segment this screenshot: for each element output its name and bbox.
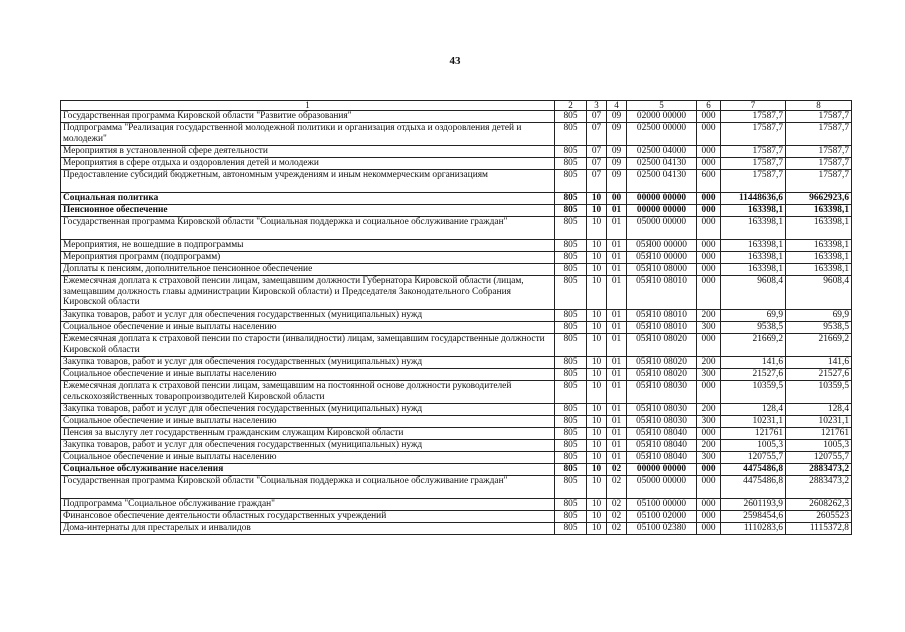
subsection-code-cell: 01 [607,264,627,276]
ministry-code-cell: 805 [555,416,587,428]
column-header: 6 [697,101,721,111]
amount-year1-cell: 163398,1 [721,240,786,252]
expense-type-cell: 200 [697,440,721,452]
table-row [61,464,852,476]
row-name-cell: Социальное обеспечение и иные выплаты населению [61,416,555,428]
table-row [61,369,852,381]
expense-type-cell: 300 [697,369,721,381]
row-name-cell: Мероприятия в сфере отдыха и оздоровления детей и молодежи [61,158,555,170]
row-name-cell: Социальное обеспечение и иные выплаты населению [61,452,555,464]
section-code-cell: 10 [587,476,607,499]
expense-type-cell: 000 [697,476,721,499]
table-row [61,428,852,440]
target-article-cell: 05Я10 08020 [627,369,697,381]
expense-type-cell: 000 [697,193,721,205]
table-row [61,205,852,217]
row-name-cell: Закупка товаров, работ и услуг для обеспечения государственных (муниципальных) нужд [61,440,555,452]
subsection-code-cell: 00 [607,193,627,205]
amount-year1-cell: 128,4 [721,404,786,416]
expense-type-cell: 000 [697,252,721,264]
row-name-cell: Ежемесячная доплата к страховой пенсии лицам, замещавшим должности Губернатора Кировской области (лицам, замещавшим должность главы администрации Кировской области) и Председателя Законодательного Собрания Кировской области [61,276,555,310]
expense-type-cell: 000 [697,123,721,146]
expense-type-cell: 300 [697,322,721,334]
ministry-code-cell: 805 [555,146,587,158]
section-code-cell: 07 [587,158,607,170]
expense-type-cell: 000 [697,381,721,404]
table-row [61,217,852,240]
expense-type-cell: 600 [697,170,721,193]
table-row [61,240,852,252]
amount-year2-cell: 2883473,2 [786,476,852,499]
target-article-cell: 05Я10 08010 [627,322,697,334]
table-row [61,252,852,264]
amount-year2-cell: 69,9 [786,310,852,322]
amount-year2-cell: 2883473,2 [786,464,852,476]
section-code-cell: 10 [587,357,607,369]
row-name-cell: Пенсионное обеспечение [61,205,555,217]
amount-year2-cell: 121761 [786,428,852,440]
row-name-cell: Закупка товаров, работ и услуг для обеспечения государственных (муниципальных) нужд [61,310,555,322]
amount-year1-cell: 17587,7 [721,170,786,193]
section-code-cell: 10 [587,464,607,476]
amount-year1-cell: 121761 [721,428,786,440]
subsection-code-cell: 01 [607,310,627,322]
amount-year2-cell: 163398,1 [786,240,852,252]
section-code-cell: 10 [587,428,607,440]
row-name-cell: Социальная политика [61,193,555,205]
ministry-code-cell: 805 [555,369,587,381]
ministry-code-cell: 805 [555,476,587,499]
target-article-cell: 02000 00000 [627,111,697,123]
amount-year1-cell: 10231,1 [721,416,786,428]
ministry-code-cell: 805 [555,310,587,322]
amount-year1-cell: 163398,1 [721,252,786,264]
amount-year1-cell: 21669,2 [721,334,786,357]
target-article-cell: 05100 02000 [627,511,697,523]
target-article-cell: 05Я10 08030 [627,381,697,404]
ministry-code-cell: 805 [555,252,587,264]
row-name-cell: Мероприятия в установленной сфере деятельности [61,146,555,158]
amount-year1-cell: 1110283,6 [721,523,786,535]
row-name-cell: Ежемесячная доплата к страховой пенсии лицам, замещавшим на постоянной основе должности руководителей сельскохозяйственных товаропроизводителей Кировской области [61,381,555,404]
subsection-code-cell: 01 [607,205,627,217]
amount-year1-cell: 21527,6 [721,369,786,381]
amount-year1-cell: 141,6 [721,357,786,369]
table-row [61,170,852,193]
amount-year1-cell: 120755,7 [721,452,786,464]
subsection-code-cell: 01 [607,276,627,310]
target-article-cell: 00000 00000 [627,464,697,476]
expense-type-cell: 000 [697,276,721,310]
subsection-code-cell: 01 [607,357,627,369]
subsection-code-cell: 01 [607,217,627,240]
target-article-cell: 05100 02380 [627,523,697,535]
amount-year2-cell: 163398,1 [786,205,852,217]
subsection-code-cell: 01 [607,440,627,452]
expense-type-cell: 000 [697,217,721,240]
amount-year1-cell: 10359,5 [721,381,786,404]
row-name-cell: Социальное обеспечение и иные выплаты населению [61,322,555,334]
target-article-cell: 00000 00000 [627,193,697,205]
subsection-code-cell: 09 [607,123,627,146]
table-row [61,276,852,310]
amount-year2-cell: 128,4 [786,404,852,416]
amount-year2-cell: 2608262,3 [786,499,852,511]
target-article-cell: 05Я10 08030 [627,416,697,428]
target-article-cell: 05000 00000 [627,476,697,499]
amount-year2-cell: 10359,5 [786,381,852,404]
section-code-cell: 07 [587,123,607,146]
row-name-cell: Государственная программа Кировской области "Социальная поддержка и социальное обслуживание граждан" [61,476,555,499]
table-row [61,381,852,404]
ministry-code-cell: 805 [555,404,587,416]
expense-type-cell: 000 [697,523,721,535]
subsection-code-cell: 01 [607,452,627,464]
column-header: 4 [607,101,627,111]
subsection-code-cell: 09 [607,170,627,193]
amount-year1-cell: 163398,1 [721,264,786,276]
ministry-code-cell: 805 [555,276,587,310]
amount-year2-cell: 17587,7 [786,158,852,170]
target-article-cell: 05Я10 08020 [627,357,697,369]
target-article-cell: 02500 04130 [627,158,697,170]
table-row [61,416,852,428]
ministry-code-cell: 805 [555,381,587,404]
subsection-code-cell: 01 [607,252,627,264]
amount-year1-cell: 17587,7 [721,123,786,146]
amount-year1-cell: 2601193,9 [721,499,786,511]
section-code-cell: 10 [587,369,607,381]
expense-type-cell: 300 [697,416,721,428]
row-name-cell: Подпрограмма "Социальное обслуживание граждан" [61,499,555,511]
amount-year1-cell: 17587,7 [721,111,786,123]
subsection-code-cell: 01 [607,404,627,416]
section-code-cell: 10 [587,240,607,252]
column-header: 5 [627,101,697,111]
expense-type-cell: 300 [697,452,721,464]
target-article-cell: 02500 04130 [627,170,697,193]
amount-year2-cell: 1005,3 [786,440,852,452]
section-code-cell: 10 [587,252,607,264]
table-row [61,264,852,276]
section-code-cell: 10 [587,217,607,240]
amount-year1-cell: 4475486,8 [721,476,786,499]
amount-year2-cell: 17587,7 [786,170,852,193]
page-number: 43 [449,55,461,67]
section-code-cell: 10 [587,452,607,464]
target-article-cell: 05Я10 08000 [627,264,697,276]
amount-year2-cell: 120755,7 [786,452,852,464]
ministry-code-cell: 805 [555,193,587,205]
row-name-cell: Предоставление субсидий бюджетным, автономным учреждениям и иным некоммерческим организациям [61,170,555,193]
amount-year2-cell: 141,6 [786,357,852,369]
target-article-cell: 05Я10 00000 [627,252,697,264]
column-header: 8 [786,101,852,111]
target-article-cell: 05Я10 08010 [627,310,697,322]
column-header: 1 [61,101,555,111]
table-row [61,310,852,322]
section-code-cell: 10 [587,193,607,205]
amount-year2-cell: 2605523 [786,511,852,523]
section-code-cell: 10 [587,322,607,334]
section-code-cell: 10 [587,499,607,511]
row-name-cell: Финансовое обеспечение деятельности областных государственных учреждений [61,511,555,523]
section-code-cell: 10 [587,334,607,357]
expense-type-cell: 200 [697,310,721,322]
expense-type-cell: 000 [697,428,721,440]
expense-type-cell: 200 [697,357,721,369]
table-body [61,101,852,535]
subsection-code-cell: 01 [607,381,627,404]
subsection-code-cell: 01 [607,428,627,440]
amount-year2-cell: 1115372,8 [786,523,852,535]
target-article-cell: 05100 00000 [627,499,697,511]
expense-type-cell: 000 [697,464,721,476]
subsection-code-cell: 01 [607,416,627,428]
section-code-cell: 10 [587,381,607,404]
ministry-code-cell: 805 [555,123,587,146]
budget-table [60,100,852,535]
section-code-cell: 10 [587,276,607,310]
target-article-cell: 05000 00000 [627,217,697,240]
row-name-cell: Закупка товаров, работ и услуг для обеспечения государственных (муниципальных) нужд [61,404,555,416]
subsection-code-cell: 02 [607,511,627,523]
table-row [61,452,852,464]
ministry-code-cell: 805 [555,428,587,440]
ministry-code-cell: 805 [555,440,587,452]
subsection-code-cell: 02 [607,523,627,535]
ministry-code-cell: 805 [555,217,587,240]
subsection-code-cell: 01 [607,334,627,357]
table-row [61,193,852,205]
section-code-cell: 10 [587,440,607,452]
ministry-code-cell: 805 [555,464,587,476]
row-name-cell: Государственная программа Кировской области "Социальная поддержка и социальное обслуживание граждан" [61,217,555,240]
table-row [61,111,852,123]
subsection-code-cell: 01 [607,322,627,334]
amount-year1-cell: 163398,1 [721,217,786,240]
row-name-cell: Закупка товаров, работ и услуг для обеспечения государственных (муниципальных) нужд [61,357,555,369]
section-code-cell: 10 [587,205,607,217]
subsection-code-cell: 01 [607,240,627,252]
section-code-cell: 10 [587,310,607,322]
expense-type-cell: 000 [697,146,721,158]
ministry-code-cell: 805 [555,322,587,334]
column-header: 3 [587,101,607,111]
table-row [61,123,852,146]
amount-year2-cell: 21527,6 [786,369,852,381]
subsection-code-cell: 09 [607,146,627,158]
expense-type-cell: 000 [697,499,721,511]
table-row [61,158,852,170]
ministry-code-cell: 805 [555,499,587,511]
subsection-code-cell: 09 [607,111,627,123]
amount-year2-cell: 9662923,6 [786,193,852,205]
subsection-code-cell: 02 [607,499,627,511]
row-name-cell: Дома-интернаты для престарелых и инвалидов [61,523,555,535]
ministry-code-cell: 805 [555,158,587,170]
table-row [61,476,852,499]
subsection-code-cell: 01 [607,369,627,381]
amount-year1-cell: 17587,7 [721,158,786,170]
table-row [61,334,852,357]
target-article-cell: 00000 00000 [627,205,697,217]
amount-year1-cell: 1005,3 [721,440,786,452]
expense-type-cell: 000 [697,511,721,523]
row-name-cell: Мероприятия, не вошедшие в подпрограммы [61,240,555,252]
ministry-code-cell: 805 [555,111,587,123]
table-row [61,440,852,452]
column-header: 2 [555,101,587,111]
header-row [61,101,852,111]
expense-type-cell: 200 [697,404,721,416]
column-header: 7 [721,101,786,111]
amount-year1-cell: 163398,1 [721,205,786,217]
ministry-code-cell: 805 [555,511,587,523]
ministry-code-cell: 805 [555,452,587,464]
amount-year1-cell: 2598454,6 [721,511,786,523]
table-row [61,523,852,535]
section-code-cell: 07 [587,170,607,193]
amount-year2-cell: 163398,1 [786,252,852,264]
amount-year1-cell: 9538,5 [721,322,786,334]
row-name-cell: Пенсия за выслугу лет государственным гражданским служащим Кировской области [61,428,555,440]
amount-year2-cell: 17587,7 [786,111,852,123]
amount-year2-cell: 17587,7 [786,146,852,158]
table-row [61,499,852,511]
ministry-code-cell: 805 [555,170,587,193]
ministry-code-cell: 805 [555,357,587,369]
expense-type-cell: 000 [697,205,721,217]
table-row [61,357,852,369]
target-article-cell: 05Я10 08010 [627,276,697,310]
target-article-cell: 05Я10 08040 [627,452,697,464]
row-name-cell: Мероприятия программ (подпрограмм) [61,252,555,264]
section-code-cell: 10 [587,404,607,416]
row-name-cell: Доплаты к пенсиям, дополнительное пенсионное обеспечение [61,264,555,276]
amount-year1-cell: 9608,4 [721,276,786,310]
amount-year2-cell: 163398,1 [786,217,852,240]
amount-year1-cell: 11448636,6 [721,193,786,205]
row-name-cell: Государственная программа Кировской области "Развитие образования" [61,111,555,123]
section-code-cell: 07 [587,146,607,158]
amount-year2-cell: 9538,5 [786,322,852,334]
table-row [61,511,852,523]
target-article-cell: 02500 00000 [627,123,697,146]
amount-year1-cell: 4475486,8 [721,464,786,476]
subsection-code-cell: 02 [607,464,627,476]
ministry-code-cell: 805 [555,264,587,276]
target-article-cell: 05Я10 08030 [627,404,697,416]
subsection-code-cell: 02 [607,476,627,499]
target-article-cell: 05Я10 08040 [627,428,697,440]
amount-year1-cell: 69,9 [721,310,786,322]
amount-year2-cell: 17587,7 [786,123,852,146]
target-article-cell: 05Я00 00000 [627,240,697,252]
expense-type-cell: 000 [697,158,721,170]
expense-type-cell: 000 [697,240,721,252]
amount-year2-cell: 21669,2 [786,334,852,357]
row-name-cell: Социальное обеспечение и иные выплаты населению [61,369,555,381]
row-name-cell: Ежемесячная доплата к страховой пенсии по старости (инвалидности) лицам, замещавшим государственные должности Кировской области [61,334,555,357]
amount-year2-cell: 10231,1 [786,416,852,428]
target-article-cell: 02500 04000 [627,146,697,158]
table-row [61,322,852,334]
amount-year2-cell: 163398,1 [786,264,852,276]
row-name-cell: Подпрограмма "Реализация государственной молодежной политики и организация отдыха и оздоровления детей и молодежи" [61,123,555,146]
target-article-cell: 05Я10 08020 [627,334,697,357]
ministry-code-cell: 805 [555,240,587,252]
subsection-code-cell: 09 [607,158,627,170]
section-code-cell: 10 [587,264,607,276]
row-name-cell: Социальное обслуживание населения [61,464,555,476]
section-code-cell: 07 [587,111,607,123]
table-row [61,404,852,416]
target-article-cell: 05Я10 08040 [627,440,697,452]
expense-type-cell: 000 [697,264,721,276]
section-code-cell: 10 [587,416,607,428]
expense-type-cell: 000 [697,334,721,357]
amount-year1-cell: 17587,7 [721,146,786,158]
ministry-code-cell: 805 [555,334,587,357]
ministry-code-cell: 805 [555,205,587,217]
expense-type-cell: 000 [697,111,721,123]
ministry-code-cell: 805 [555,523,587,535]
table-row [61,146,852,158]
section-code-cell: 10 [587,511,607,523]
amount-year2-cell: 9608,4 [786,276,852,310]
section-code-cell: 10 [587,523,607,535]
